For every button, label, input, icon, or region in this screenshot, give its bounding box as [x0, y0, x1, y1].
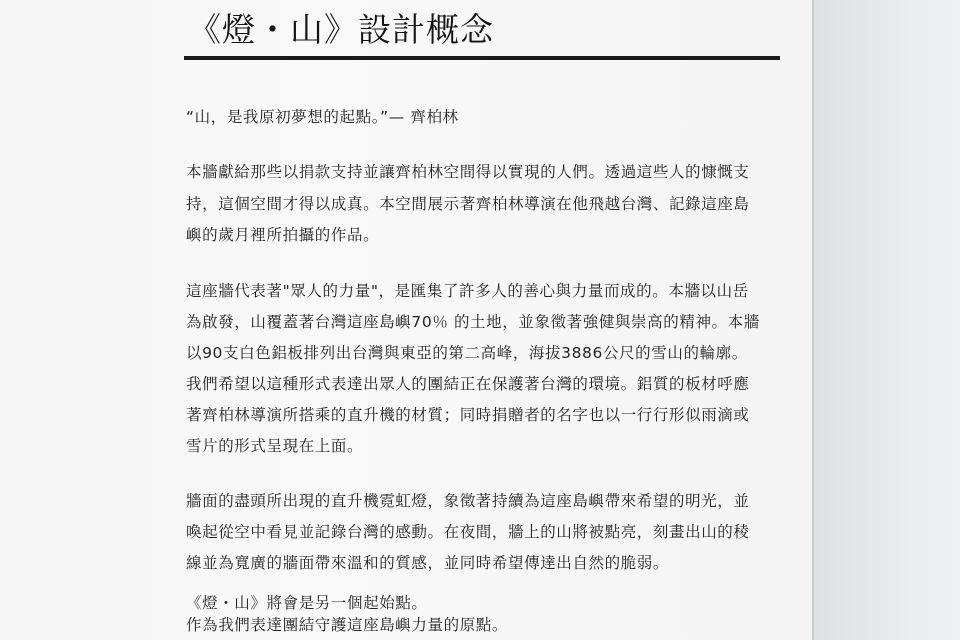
paragraph3-line-2: 喚起從空中看見並記錄台灣的感動。在夜間，牆上的山將被點亮，刻畫出山的稜 [186, 523, 750, 541]
title-underline [184, 56, 780, 60]
paragraph2-line-6: 雪片的形式呈現在上面。 [186, 437, 364, 455]
paragraph3-line-1: 牆面的盡頭所出現的直升機霓虹燈，象徵著持續為這座島嶼帶來希望的明光，並 [186, 492, 750, 510]
paragraph2-line-2: 為啟發，山覆蓋著台灣這座島嶼70％ 的土地，並象徵著強健與崇高的精神。本牆 [186, 313, 760, 331]
paragraph2-line-5: 著齊柏林導演所搭乘的直升機的材質；同時捐贈者的名字也以一行行形似雨滴或 [186, 406, 750, 424]
closing-line-2: 作為我們表達團結守護這座島嶼力量的原點。 [186, 616, 509, 634]
paragraph2-line-1: 這座牆代表著"眾人的力量"，是匯集了許多人的善心與力量而成的。本牆以山岳 [186, 282, 749, 300]
plaque-title: 《燈・山》設計概念 [188, 10, 494, 49]
paragraph2-line-4: 我們希望以這種形式表達出眾人的團結正在保護著台灣的環境。鋁質的板材呼應 [186, 375, 750, 393]
paragraph1-line-2: 持，這個空間才得以成真。本空間展示著齊柏林導演在他飛越台灣、記錄這座島 [186, 195, 750, 213]
paragraph2-line-3: 以90支白色鋁板排列出台灣與東亞的第二高峰，海拔3886公尺的雪山的輪廓。 [186, 344, 748, 362]
closing-line-1: 《燈・山》將會是另一個起始點。 [186, 594, 428, 612]
quote-line: “山，是我原初夢想的起點。”— 齊柏林 [186, 108, 459, 126]
background-wall [814, 0, 960, 640]
paragraph3-line-3: 線並為寬廣的牆面帶來溫和的質感，並同時希望傳達出自然的脆弱。 [186, 554, 670, 572]
paragraph1-line-3: 嶼的歲月裡所拍攝的作品。 [186, 226, 380, 244]
paragraph1-line-1: 本牆獻給那些以捐款支持並讓齊柏林空間得以實現的人們。透過這些人的慷慨支 [186, 163, 750, 181]
